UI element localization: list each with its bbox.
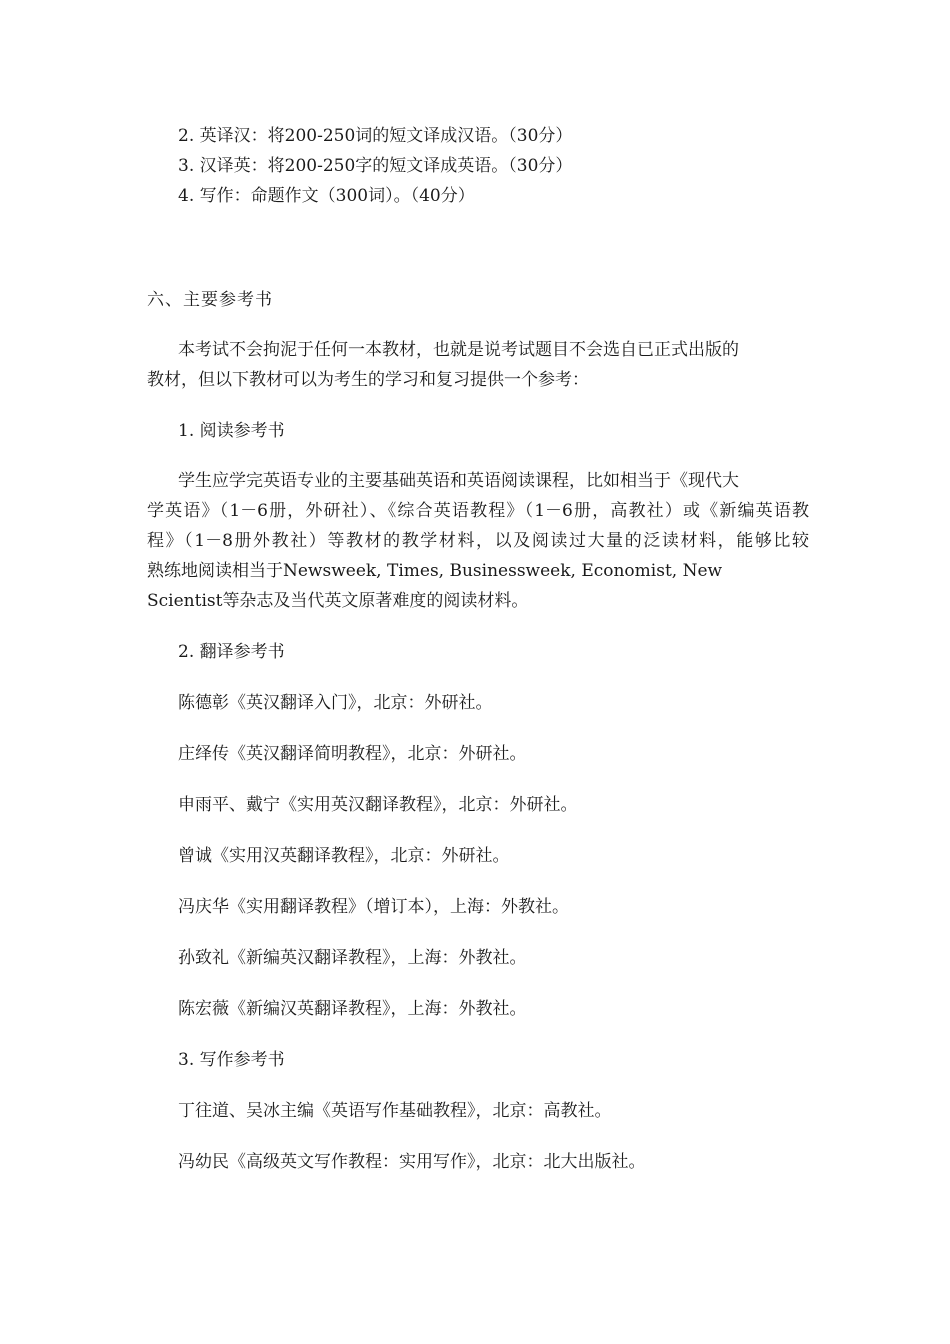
translation-book-1: 陈德彰《英汉翻译入门》，北京：外研社。 xyxy=(178,693,493,713)
reading-heading: 1. 阅读参考书 xyxy=(178,421,285,441)
translation-book-7: 陈宏薇《新编汉英翻译教程》，上海：外教社。 xyxy=(178,999,527,1019)
reading-paragraph-line-1: 学生应学完英语专业的主要基础英语和英语阅读课程，比如相当于《现代大 xyxy=(178,471,739,491)
reading-paragraph-line-5: Scientist等杂志及当代英文原著难度的阅读材料。 xyxy=(147,591,529,611)
reading-paragraph-line-4: 熟练地阅读相当于Newsweek, Times, Businessweek, Economist, New xyxy=(147,561,723,581)
translation-book-2: 庄绎传《英汉翻译简明教程》，北京：外研社。 xyxy=(178,744,527,764)
reading-paragraph-line-3: 程》（1－8册外教社）等教材的教学材料，以及阅读过大量的泛读材料，能够比较 xyxy=(147,531,809,551)
intro-paragraph-line-1: 本考试不会拘泥于任何一本教材，也就是说考试题目不会选自已正式出版的 xyxy=(178,340,739,360)
translation-book-5: 冯庆华《实用翻译教程》（增订本），上海：外教社。 xyxy=(178,897,569,917)
writing-heading: 3. 写作参考书 xyxy=(178,1050,285,1070)
exam-item-english-to-chinese: 2. 英译汉：将200-250词的短文译成汉语。（30分） xyxy=(178,126,573,146)
intro-paragraph-line-2: 教材，但以下教材可以为考生的学习和复习提供一个参考： xyxy=(147,370,589,390)
reading-paragraph-line-2: 学英语》（1－6册，外研社）、《综合英语教程》（1－6册，高教社）或《新编英语教 xyxy=(147,501,809,521)
translation-book-4: 曾诚《实用汉英翻译教程》，北京：外研社。 xyxy=(178,846,510,866)
exam-item-writing: 4. 写作：命题作文（300词）。（40分） xyxy=(178,186,475,206)
translation-book-6: 孙致礼《新编英汉翻译教程》，上海：外教社。 xyxy=(178,948,527,968)
writing-book-2: 冯幼民《高级英文写作教程：实用写作》，北京：北大出版社。 xyxy=(178,1152,646,1172)
exam-item-chinese-to-english: 3. 汉译英：将200-250字的短文译成英语。（30分） xyxy=(178,156,573,176)
writing-book-1: 丁往道、吴冰主编《英语写作基础教程》，北京：高教社。 xyxy=(178,1101,612,1121)
section-heading-references: 六、主要参考书 xyxy=(147,290,273,310)
translation-heading: 2. 翻译参考书 xyxy=(178,642,285,662)
translation-book-3: 申雨平、戴宁《实用英汉翻译教程》，北京：外研社。 xyxy=(178,795,578,815)
